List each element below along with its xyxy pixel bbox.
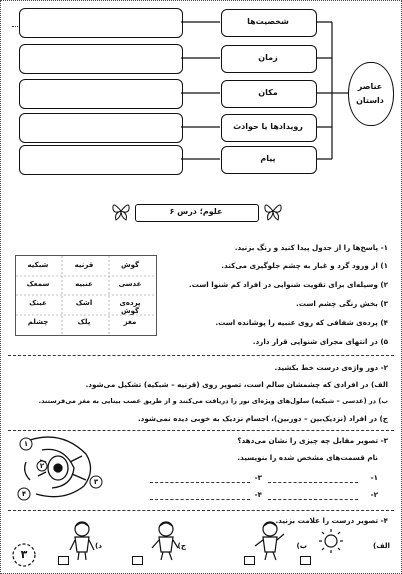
story-elements-label: عناصر داستان (356, 82, 384, 105)
q3-subinstruction: نام قسمت‌های مشخص شده را بنویسید. (237, 453, 378, 462)
table-cell[interactable]: اشک (75, 299, 93, 307)
table-cell[interactable]: پرده‌ی گوش (119, 299, 141, 315)
child-figure-icon (64, 520, 100, 562)
q4-instruction: ۴- تصویر درست را علامت بزنید. (275, 516, 388, 525)
table-cell[interactable]: قرنیه (74, 261, 94, 269)
child-figure-icon (148, 520, 184, 562)
table-cell[interactable]: عینک (29, 299, 47, 307)
q3-blank-1[interactable] (268, 482, 358, 483)
label-time: زمان (258, 53, 278, 62)
q4-option-d-label: د) (95, 541, 102, 550)
divider (8, 355, 394, 356)
q4-option-d-checkbox[interactable] (58, 556, 69, 565)
q2-item-b: ب) در (عدسی – شبکیه) سلول‌های ویژه‌ای نور را دریافت می‌کنند و از طریق عصب بینایی به مغز می‌فرستند. (38, 397, 388, 405)
q3-blank-3-label: ۳- (254, 473, 262, 482)
table-cell[interactable]: شبکیه (27, 261, 49, 269)
q1-item-5: ۵) در انتهای مجرای شنوایی قرار دارد. (252, 337, 388, 346)
butterfly-icon (262, 200, 284, 222)
q3-blank-3[interactable] (150, 482, 250, 483)
table-cell[interactable]: چشلم (27, 318, 49, 326)
q3-blank-2[interactable] (268, 499, 358, 500)
table-cell[interactable]: گوش (120, 261, 140, 269)
q4-option-b-label: ب) (296, 541, 307, 550)
answer-box-place[interactable] (19, 79, 183, 109)
q2-instruction: ۲- دور واژه‌ی درست خط بکشید. (274, 363, 388, 372)
q4-option-c-checkbox[interactable] (132, 556, 143, 565)
table-cell[interactable]: پلک (77, 318, 91, 326)
q1-item-4: ۴) پرده‌ی شفافی که روی عنبیه را پوشانده است. (215, 318, 388, 327)
table-cell[interactable]: سمعک (26, 280, 50, 288)
diagram-label-4: ۴ (21, 490, 27, 498)
q2-item-a: الف) در افرادی که چشمشان سالم است، تصویر روی (قرنیه – شبکیه) تشکیل می‌شود. (85, 380, 388, 389)
answer-box-events[interactable] (19, 113, 183, 143)
q3-blank-4-label: ۴- (254, 490, 262, 499)
diagram-label-2: ۲ (39, 462, 45, 470)
diagram-label-1: ۱ (23, 440, 29, 448)
label-events: رویدادها یا حوادث (233, 122, 303, 131)
table-cell[interactable]: عدسی (118, 280, 142, 288)
label-message: پیام (260, 154, 276, 163)
q1-item-1: ۱) از ورود گرد و غبار به چشم جلوگیری می‌کند. (221, 261, 388, 270)
q1-item-3: ۳) بخش رنگی چشم است. (295, 299, 388, 308)
q4-option-b-checkbox[interactable] (244, 556, 255, 565)
answer-box-time[interactable] (19, 44, 183, 74)
q1-instruction: ۱- پاسخ‌ها را از جدول پیدا کنید و رنگ بزنید. (234, 243, 388, 252)
q3-blank-4[interactable] (150, 499, 250, 500)
q1-item-2: ۲) وسیله‌ای برای تقویت شنوایی در افراد کم شنوا است. (188, 280, 388, 289)
q4-option-c-label: ج) (177, 541, 186, 550)
divider (8, 430, 394, 431)
label-characters: شخصیت‌ها (247, 17, 289, 26)
q4-option-a-label: الف) (372, 541, 390, 550)
q4-option-a-checkbox[interactable] (300, 556, 311, 565)
lesson-title: علوم؛ درس ۶ (169, 207, 223, 216)
table-cell[interactable]: عنبیه (75, 280, 93, 288)
label-place: مکان (258, 88, 278, 97)
page-number: ۳ (20, 548, 28, 561)
answer-box-message[interactable] (19, 145, 183, 175)
butterfly-icon (110, 200, 132, 222)
diagram-label-3: ۳ (93, 478, 99, 486)
sun-icon (316, 528, 346, 554)
divider (8, 510, 394, 511)
q3-blank-1-label: ۱- (370, 473, 378, 482)
q3-blank-2-label: ۲- (370, 490, 378, 499)
table-cell[interactable]: مغز (123, 318, 137, 326)
child-figure-icon (250, 520, 290, 562)
answer-box-characters[interactable] (19, 8, 183, 38)
q3-instruction: ۳- تصویر مقابل چه چیزی را نشان می‌دهد؟ (237, 436, 388, 445)
q2-item-c: ج) در افراد (نزدیک‌بین – دوربین)، اجسام نزدیک به خوبی دیده نمی‌شود. (137, 414, 388, 423)
